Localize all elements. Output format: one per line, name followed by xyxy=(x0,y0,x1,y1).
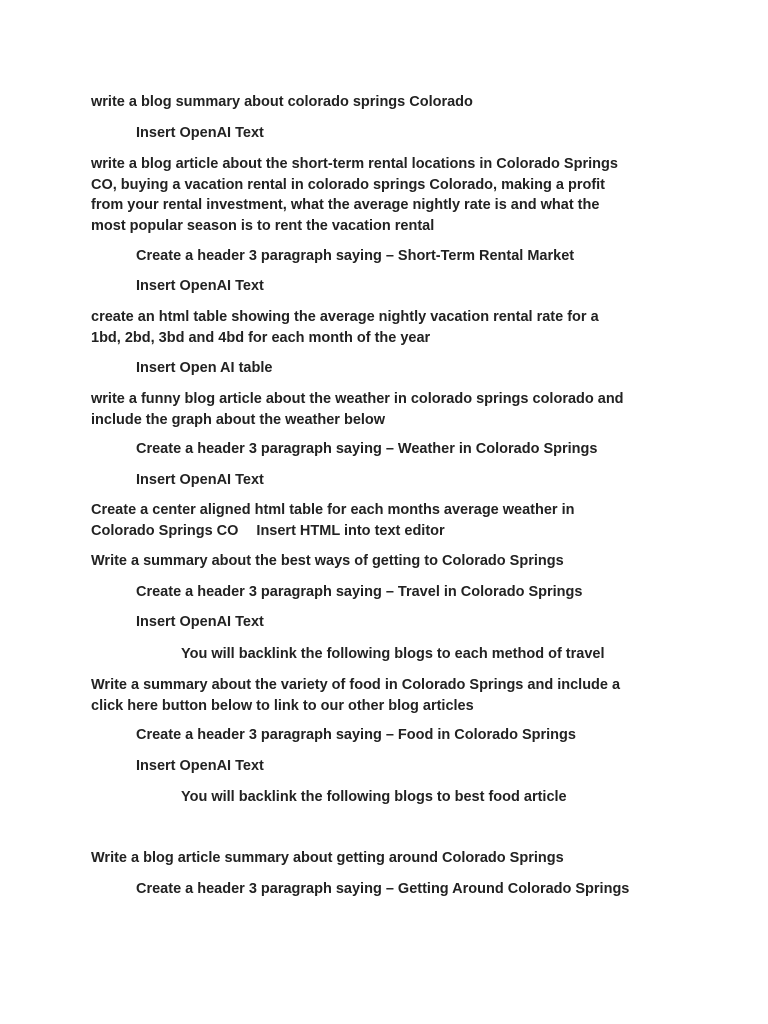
instruction-rate-table-line-2: 1bd, 2bd, 3bd and 4bd for each month of the year xyxy=(91,329,431,346)
instruction-rental-article-line-3: from your rental investment, what the average nightly rate is and what the xyxy=(91,197,600,213)
instruction-rental-article-line-4: most popular season is to rent the vacation rental xyxy=(91,217,435,234)
insert-openai-table: Insert Open AI table xyxy=(136,360,273,376)
insert-openai-text: Insert OpenAI Text xyxy=(136,614,264,630)
backlink-instruction-travel: You will backlink the following blogs to each method of travel xyxy=(181,646,605,662)
insert-openai-text: Insert OpenAI Text xyxy=(136,472,264,488)
instruction-travel-summary: Write a summary about the best ways of getting to Colorado Springs xyxy=(91,553,564,569)
instruction-weather-table-line-1: Create a center aligned html table for each months average weather in xyxy=(91,502,575,518)
insert-openai-text: Insert OpenAI Text xyxy=(136,758,264,774)
instruction-weather-table-line-2 xyxy=(91,521,445,542)
header-instruction-getting-around: Create a header 3 paragraph saying – Getting Around Colorado Springs xyxy=(136,881,630,897)
insert-openai-text: Insert OpenAI Text xyxy=(136,278,264,294)
insert-openai-text: Insert OpenAI Text xyxy=(136,125,264,141)
header-instruction-travel: Create a header 3 paragraph saying – Travel in Colorado Springs xyxy=(136,584,583,600)
instruction-getting-around-summary: Write a blog article summary about getting around Colorado Springs xyxy=(91,850,564,866)
instruction-food-summary-line-2: click here button below to link to our other blog articles xyxy=(91,697,474,714)
instruction-weather-article-line-2: include the graph about the weather below xyxy=(91,411,386,428)
instruction-food-summary-line-1: Write a summary about the variety of food in Colorado Springs and include a xyxy=(91,677,621,693)
instruction-weather-article-line-1: write a funny blog article about the weather in colorado springs colorado and xyxy=(91,391,624,407)
header-instruction-rental-market: Create a header 3 paragraph saying – Short-Term Rental Market xyxy=(136,248,575,264)
instruction-rental-article-line-2: CO, buying a vacation rental in colorado springs Colorado, making a profit xyxy=(91,176,606,193)
instruction-rental-article-line-1: write a blog article about the short-term rental locations in Colorado Springs xyxy=(91,156,618,172)
header-instruction-weather: Create a header 3 paragraph saying – Weather in Colorado Springs xyxy=(136,441,598,457)
instruction-rate-table-line-1: create an html table showing the average nightly vacation rental rate for a xyxy=(91,309,599,325)
insert-html-note: Insert HTML into text editor xyxy=(256,522,445,539)
instruction-blog-summary: write a blog summary about colorado springs Colorado xyxy=(91,94,473,110)
instruction-weather-table-text: Colorado Springs CO xyxy=(91,522,239,539)
backlink-instruction-food: You will backlink the following blogs to best food article xyxy=(181,789,567,805)
header-instruction-food: Create a header 3 paragraph saying – Food in Colorado Springs xyxy=(136,727,576,743)
